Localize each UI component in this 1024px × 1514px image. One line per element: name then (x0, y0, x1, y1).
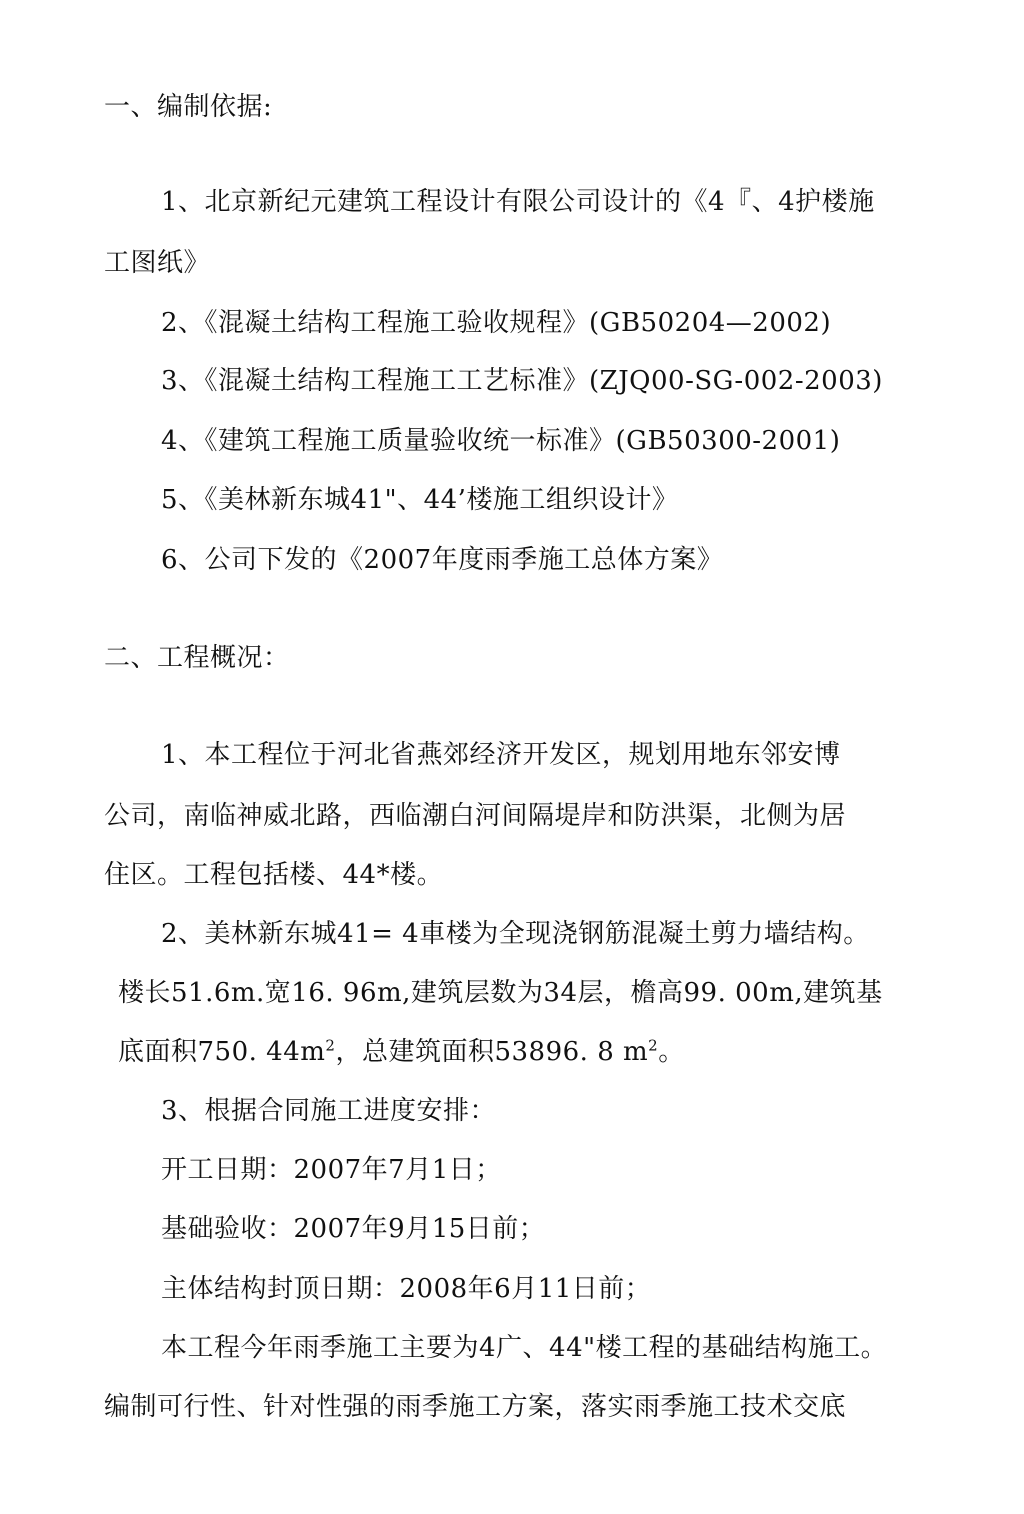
basis-item-4: 4、《建筑工程施工质量验收统一标准》(GB50300-2001) (161, 426, 841, 456)
schedule-start-date: 开工日期：2007年7月1日； (161, 1155, 502, 1185)
schedule-topping-out: 主体结构封顶日期：2008年6月11日前； (161, 1274, 652, 1304)
overview-p2-line-3 (118, 1035, 685, 1069)
total-area-unit-superscript: 2 (648, 1036, 659, 1055)
sentence-end: 。 (658, 1037, 685, 1067)
overview-p1-line-3: 住区。工程包括楼、44*楼。 (104, 860, 444, 890)
schedule-foundation-acceptance: 基础验收：2007年9月15日前； (161, 1214, 546, 1244)
basis-item-1-line-1: 1、北京新纪元建筑工程设计有限公司设计的《4『、4护楼施 (161, 187, 875, 217)
overview-p4-line-1: 本工程今年雨季施工主要为4广、44"楼工程的基础结构施工。 (161, 1333, 888, 1363)
basis-item-2: 2、《混凝土结构工程施工验收规程》(GB50204—2002) (161, 308, 832, 338)
basis-item-3: 3、《混凝土结构工程施工工艺标准》(ZJQ00-SG-002-2003) (161, 366, 883, 396)
overview-p1-line-1: 1、本工程位于河北省燕郊经济开发区，规划用地东邻安博 (161, 740, 841, 770)
overview-p1-line-2: 公司，南临神威北路，西临潮白河间隔堤岸和防洪渠，北侧为居 (104, 801, 847, 831)
base-area-text: 底面积750. 44m (118, 1037, 326, 1067)
section1-heading: 一、编制依据: (104, 92, 273, 122)
overview-p2-line-1: 2、美林新东城41= 4車楼为全现浇钢筋混凝土剪力墙结构。 (161, 919, 870, 949)
overview-p4-line-2: 编制可行性、针对性强的雨季施工方案，落实雨季施工技术交底 (104, 1392, 847, 1422)
section2-heading: 二、工程概况： (104, 643, 290, 673)
basis-item-1-line-2: 工图纸》 (104, 248, 211, 278)
basis-item-5: 5、《美林新东城41"、44’楼施工组织设计》 (161, 485, 679, 515)
overview-p2-line-2: 楼长51.6m.宽16. 96m,建筑层数为34层，檐高99. 00m,建筑基 (118, 978, 883, 1008)
total-area-text: ，总建筑面积53896. 8 m (335, 1037, 649, 1067)
schedule-intro: 3、根据合同施工进度安排： (161, 1096, 497, 1126)
base-area-unit-superscript: 2 (325, 1036, 336, 1055)
basis-item-6: 6、公司下发的《2007年度雨季施工总体方案》 (161, 545, 724, 575)
